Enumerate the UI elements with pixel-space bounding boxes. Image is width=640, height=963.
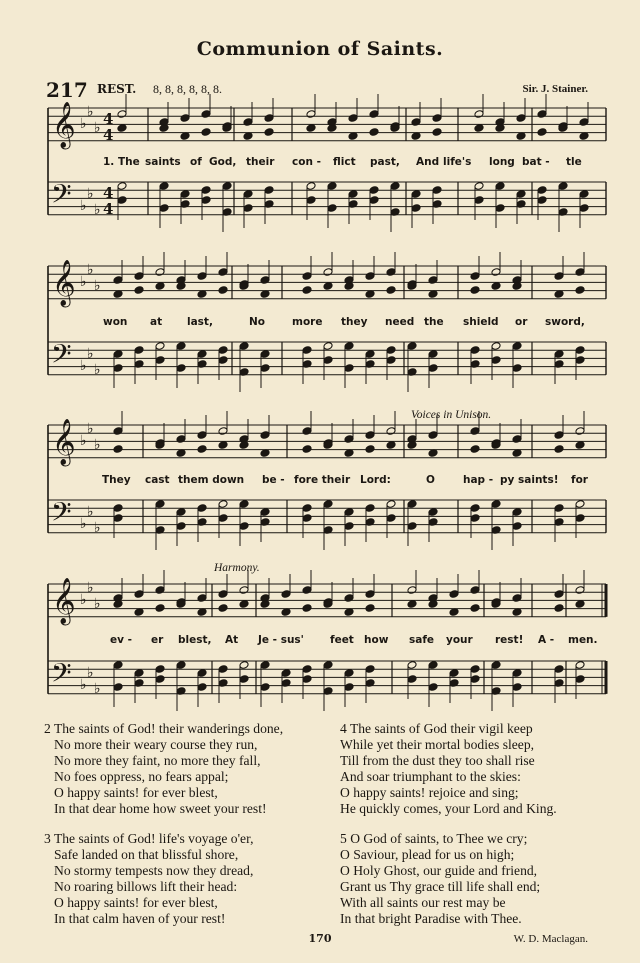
flat-icon: ♭ xyxy=(80,274,87,290)
verse-line: 3 The saints of God! life's voyage o'er, xyxy=(44,831,254,847)
note-head xyxy=(117,124,127,133)
flat-icon: ♭ xyxy=(87,665,94,681)
verse-line: Safe landed on that blissful shore, xyxy=(54,847,239,863)
verse-line: No foes oppress, no fears appal; xyxy=(54,768,229,784)
lyric-syllable: O xyxy=(426,474,435,486)
flat-icon: ♭ xyxy=(87,186,94,202)
flat-icon: ♭ xyxy=(94,202,101,218)
harmony-direction: Harmony. xyxy=(214,562,260,574)
lyric-syllable: shield xyxy=(463,316,499,328)
note-head xyxy=(432,128,442,137)
verse-line: 4 The saints of God their vigil keep xyxy=(340,721,533,736)
bass-clef-icon: 𝄢 xyxy=(51,178,72,216)
flat-icon: ♭ xyxy=(80,433,87,449)
treble-clef-icon: 𝄞 xyxy=(52,102,76,148)
flat-icon: ♭ xyxy=(87,104,94,120)
verse-line: While yet their mortal bodies sleep, xyxy=(340,736,535,752)
tune-name: REST. xyxy=(97,82,137,96)
verse-line: No roaring billows lift their head: xyxy=(54,879,238,895)
note-head xyxy=(302,445,312,454)
verse-line: No stormy tempests now they dread, xyxy=(54,863,254,879)
verse-column-right xyxy=(340,721,625,942)
flat-icon: ♭ xyxy=(94,520,101,536)
verse-line: O happy saints! rejoice and sing; xyxy=(340,784,519,800)
page-title: Communion of Saints. xyxy=(196,38,444,60)
lyric-syllable: be - xyxy=(262,474,285,486)
lyric-syllable: 1. The xyxy=(103,156,140,168)
lyric-syllable: they xyxy=(341,316,368,328)
lyric-syllable: need xyxy=(385,316,415,328)
note-head xyxy=(369,128,379,137)
note-head xyxy=(306,124,316,133)
note-head xyxy=(491,282,501,291)
lyric-syllable: your xyxy=(446,634,473,646)
time-signature: 4 xyxy=(103,184,114,202)
verse-line: In that calm haven of your rest! xyxy=(54,910,226,926)
flat-icon: ♭ xyxy=(87,504,94,520)
verse-line: Grant us Thy grace till life shall end; xyxy=(340,879,541,895)
note-head xyxy=(264,128,274,137)
lyric-syllable: Lord: xyxy=(360,474,391,486)
lyric-syllable: the xyxy=(424,316,444,328)
verse-5 xyxy=(340,831,625,926)
verse-line: O happy saints! for ever blest, xyxy=(54,895,218,911)
note-head xyxy=(323,282,333,291)
verse-column-left xyxy=(44,721,329,942)
treble-clef-icon: 𝄞 xyxy=(52,419,76,465)
verse-line: 2 The saints of God! their wanderings done, xyxy=(44,721,284,736)
note-head xyxy=(302,604,312,613)
unison-direction: Voices in Unison. xyxy=(411,409,492,421)
verse-line: With all saints our rest may be xyxy=(340,895,506,911)
verse-line: He quickly comes, your Lord and King. xyxy=(340,800,557,816)
lyric-syllable: bat - xyxy=(522,156,550,168)
verse-line: In that dear home how sweet your rest! xyxy=(54,800,267,816)
lyric-syllable: last, xyxy=(187,316,213,328)
lyric-syllable: cast xyxy=(145,474,170,486)
note-head xyxy=(113,445,123,454)
note-head xyxy=(197,445,207,454)
flat-icon: ♭ xyxy=(94,437,101,453)
note-head xyxy=(470,604,480,613)
verse-2 xyxy=(44,721,329,816)
lyric-syllable: them down xyxy=(178,474,245,486)
verse-line: Till from the dust they too shall rise xyxy=(340,752,535,768)
lyric-syllable: py saints! xyxy=(500,474,559,486)
lyric-syllable: feet xyxy=(330,634,354,646)
note-head xyxy=(386,441,396,450)
lyric-syllable: for xyxy=(571,474,588,486)
lyric-syllable: more xyxy=(292,316,323,328)
flat-icon: ♭ xyxy=(87,580,94,596)
note-head xyxy=(155,604,165,613)
lyric-syllable: And xyxy=(416,156,440,168)
lyric-syllable: A - xyxy=(538,634,555,646)
verse-line: In that bright Paradise with Thee. xyxy=(340,910,522,926)
note-head xyxy=(474,124,484,133)
note-head xyxy=(407,600,417,609)
author-credit: W. D. Maclagan. xyxy=(513,933,588,945)
flat-icon: ♭ xyxy=(94,596,101,612)
lyric-syllable: No xyxy=(249,316,266,328)
lyric-syllable: safe xyxy=(409,634,435,646)
note-head xyxy=(470,286,480,295)
flat-icon: ♭ xyxy=(87,262,94,278)
note-head xyxy=(134,286,144,295)
flat-icon: ♭ xyxy=(87,346,94,362)
lyric-syllable: fore their xyxy=(294,474,351,486)
flat-icon: ♭ xyxy=(80,116,87,132)
note-head xyxy=(575,600,585,609)
note-head xyxy=(201,128,211,137)
note-head xyxy=(554,604,564,613)
lyric-syllable: con - xyxy=(292,156,321,168)
note-head xyxy=(218,604,228,613)
meter: 8, 8, 8, 8, 8, 8. xyxy=(153,82,222,96)
flat-icon: ♭ xyxy=(80,592,87,608)
lyric-syllable: At xyxy=(225,634,239,646)
lyric-syllable: men. xyxy=(568,634,598,646)
flat-icon: ♭ xyxy=(80,516,87,532)
composer: Sir. J. Stainer. xyxy=(522,83,588,95)
time-signature: 4 xyxy=(103,110,114,128)
lyric-syllable: flict xyxy=(333,156,356,168)
flat-icon: ♭ xyxy=(94,681,101,697)
lyric-syllable: hap - xyxy=(463,474,494,486)
flat-icon: ♭ xyxy=(94,278,101,294)
note-head xyxy=(239,600,249,609)
lyric-syllable: blest, xyxy=(178,634,212,646)
verse-3 xyxy=(44,831,329,926)
verse-line: And soar triumphant to the skies: xyxy=(340,768,521,784)
verse-4 xyxy=(340,721,625,816)
note-head xyxy=(386,286,396,295)
note-head xyxy=(155,282,165,291)
verse-line: O Saviour, plead for us on high; xyxy=(340,847,515,863)
lyric-syllable: ev - xyxy=(110,634,132,646)
flat-icon: ♭ xyxy=(94,120,101,136)
note-head xyxy=(302,286,312,295)
lyric-syllable: their xyxy=(246,156,275,168)
lyric-syllable: God, xyxy=(209,156,237,168)
note-head xyxy=(365,604,375,613)
bass-clef-icon: 𝄢 xyxy=(51,657,72,695)
lyric-syllable: tle xyxy=(566,156,582,168)
lyric-syllable: Je - sus' xyxy=(258,634,304,646)
flat-icon: ♭ xyxy=(87,421,94,437)
lyric-syllable: won xyxy=(103,316,128,328)
lyric-syllable: rest! xyxy=(495,634,524,646)
lyric-syllable: er xyxy=(151,634,164,646)
lyric-syllable: at xyxy=(150,316,163,328)
time-signature: 4 xyxy=(103,200,114,218)
lyric-syllable: long xyxy=(489,156,515,168)
verse-line: 5 O God of saints, to Thee we cry; xyxy=(340,831,528,847)
flat-icon: ♭ xyxy=(94,362,101,378)
verse-line: No more their weary course they run, xyxy=(54,736,258,752)
page-number: 170 xyxy=(308,932,332,945)
flat-icon: ♭ xyxy=(80,677,87,693)
verse-line: O Holy Ghost, our guide and friend, xyxy=(340,863,538,879)
flat-icon: ♭ xyxy=(80,358,87,374)
lyric-syllable: of xyxy=(190,156,202,168)
lyric-syllable: or xyxy=(515,316,528,328)
lyric-syllable: saints xyxy=(145,156,181,168)
note-head xyxy=(365,445,375,454)
note-head xyxy=(218,286,228,295)
lyric-syllable: past, xyxy=(370,156,400,168)
lyric-syllable: how xyxy=(364,634,389,646)
lyric-syllable: They xyxy=(102,474,131,486)
treble-clef-icon: 𝄞 xyxy=(52,260,76,306)
verse-line: O happy saints! for ever blest, xyxy=(54,784,218,800)
note-head xyxy=(537,128,547,137)
treble-clef-icon: 𝄞 xyxy=(52,578,76,624)
note-head xyxy=(575,441,585,450)
hymn-number: 217 xyxy=(46,78,88,102)
lyric-syllable: sword, xyxy=(545,316,585,328)
note-head xyxy=(575,286,585,295)
time-signature: 4 xyxy=(103,126,114,144)
lyric-syllable: life's xyxy=(443,156,472,168)
bass-clef-icon: 𝄢 xyxy=(51,496,72,534)
note-head xyxy=(554,445,564,454)
bass-clef-icon: 𝄢 xyxy=(51,338,72,376)
note-head xyxy=(470,445,480,454)
verse-line: No more they faint, no more they fall, xyxy=(54,752,261,768)
flat-icon: ♭ xyxy=(80,198,87,214)
note-head xyxy=(218,441,228,450)
